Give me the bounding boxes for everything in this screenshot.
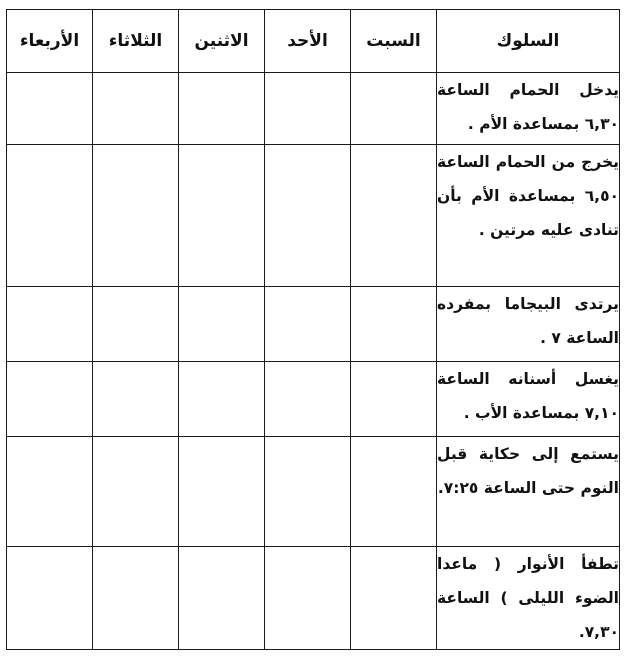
day-cell-tuesday[interactable]: [93, 73, 179, 145]
behavior-cell: يرتدى البيجاما بمفرده الساعة ٧ .: [437, 287, 620, 362]
day-cell-saturday[interactable]: [351, 73, 437, 145]
table-row: [7, 145, 620, 287]
day-cell-wednesday[interactable]: [7, 145, 93, 287]
day-cell-sunday[interactable]: [265, 287, 351, 362]
day-cell-tuesday[interactable]: [93, 145, 179, 287]
table-row: [7, 547, 620, 650]
day-cell-monday[interactable]: [179, 547, 265, 650]
header-monday: الاثنين: [179, 10, 265, 73]
day-cell-sunday[interactable]: [265, 73, 351, 145]
table-row: [7, 287, 620, 362]
day-cell-sunday[interactable]: [265, 547, 351, 650]
day-cell-saturday[interactable]: [351, 437, 437, 547]
table-row: [7, 362, 620, 437]
header-behavior: السلوك: [437, 10, 620, 73]
day-cell-wednesday[interactable]: [7, 362, 93, 437]
table-row: [7, 73, 620, 145]
day-cell-sunday[interactable]: [265, 362, 351, 437]
behavior-cell: يخرج من الحمام الساعة ٦,٥٠ بمساعدة الأم بأن تنادى عليه مرتين .: [437, 145, 620, 287]
day-cell-tuesday[interactable]: [93, 287, 179, 362]
day-cell-wednesday[interactable]: [7, 437, 93, 547]
header-sunday: الأحد: [265, 10, 351, 73]
day-cell-saturday[interactable]: [351, 287, 437, 362]
behavior-cell: يغسل أسنانه الساعة ٧,١٠ بمساعدة الأب .: [437, 362, 620, 437]
day-cell-saturday[interactable]: [351, 547, 437, 650]
day-cell-saturday[interactable]: [351, 362, 437, 437]
behavior-cell: يدخل الحمام الساعة ٦,٣٠ بمساعدة الأم .: [437, 73, 620, 145]
header-tuesday: الثلاثاء: [93, 10, 179, 73]
day-cell-sunday[interactable]: [265, 437, 351, 547]
day-cell-monday[interactable]: [179, 145, 265, 287]
day-cell-wednesday[interactable]: [7, 73, 93, 145]
behavior-cell: يستمع إلى حكاية قبل النوم حتى الساعة ٧:٢٥.: [437, 437, 620, 547]
day-cell-sunday[interactable]: [265, 145, 351, 287]
day-cell-tuesday[interactable]: [93, 362, 179, 437]
behavior-tracking-table: [6, 9, 620, 650]
behavior-cell: تطفأ الأنوار ( ماعدا الضوء الليلى ) الساعة ٧,٣٠.: [437, 547, 620, 650]
table-row: [7, 437, 620, 547]
day-cell-monday[interactable]: [179, 73, 265, 145]
header-wednesday: الأربعاء: [7, 10, 93, 73]
day-cell-tuesday[interactable]: [93, 547, 179, 650]
day-cell-wednesday[interactable]: [7, 287, 93, 362]
day-cell-wednesday[interactable]: [7, 547, 93, 650]
header-row: [7, 10, 620, 73]
day-cell-monday[interactable]: [179, 287, 265, 362]
header-saturday: السبت: [351, 10, 437, 73]
behavior-tracking-table-frame: [6, 9, 619, 648]
day-cell-saturday[interactable]: [351, 145, 437, 287]
day-cell-monday[interactable]: [179, 437, 265, 547]
day-cell-tuesday[interactable]: [93, 437, 179, 547]
day-cell-monday[interactable]: [179, 362, 265, 437]
